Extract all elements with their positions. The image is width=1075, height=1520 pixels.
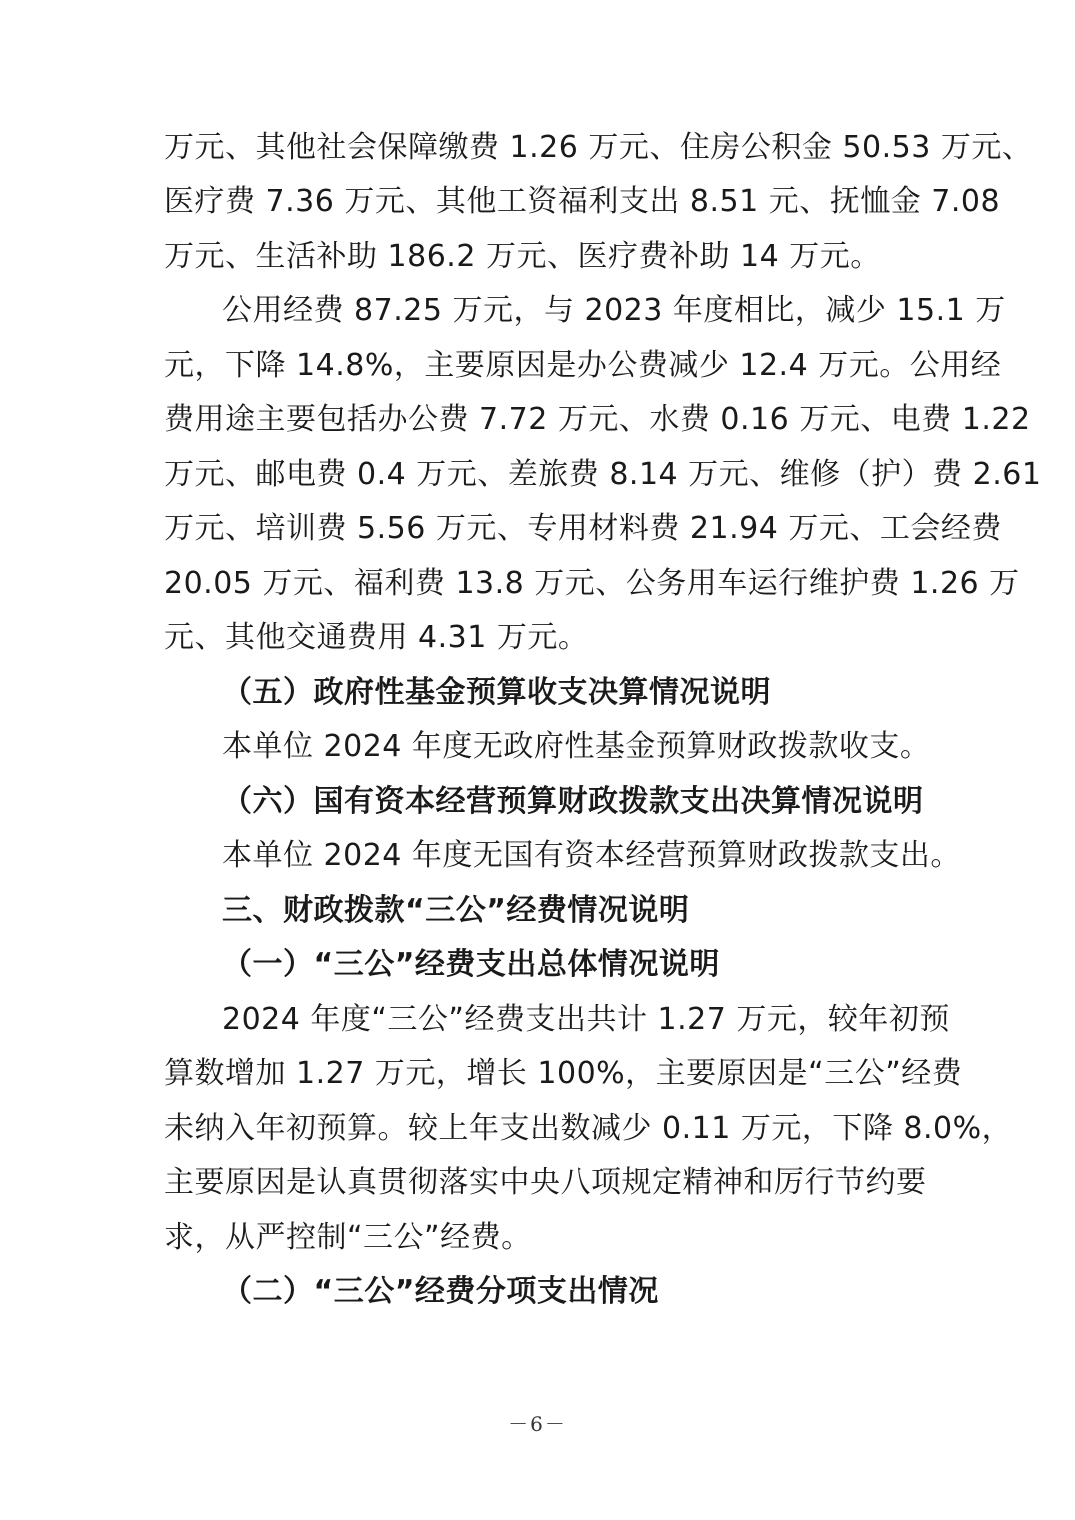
text-line-10: 元、其他交通费用 4.31 万元。 bbox=[164, 620, 589, 655]
text-line-4: 公用经费 87.25 万元，与 2023 年度相比，减少 15.1 万 bbox=[222, 293, 1006, 328]
text-line-6: 费用途主要包括办公费 7.72 万元、水费 0.16 万元、电费 1.22 bbox=[164, 402, 1031, 437]
text-line-2: 医疗费 7.36 万元、其他工资福利支出 8.51 元、抚恤金 7.08 bbox=[164, 184, 1001, 219]
text-line-7: 万元、邮电费 0.4 万元、差旅费 8.14 万元、维修（护）费 2.61 bbox=[164, 457, 1042, 492]
text-line-17: 2024 年度“三公”经费支出共计 1.27 万元，较年初预 bbox=[222, 1002, 950, 1037]
page-number: －6－ bbox=[508, 1412, 567, 1436]
chapter-heading-3: 三、财政拨款“三公”经费情况说明 bbox=[222, 893, 690, 928]
section-heading-2: （二）“三公”经费分项支出情况 bbox=[222, 1274, 659, 1309]
text-line-12: 本单位 2024 年度无政府性基金预算财政拨款收支。 bbox=[222, 729, 931, 764]
text-line-19: 未纳入年初预算。较上年支出数减少 0.11 万元，下降 8.0%， bbox=[164, 1111, 1013, 1146]
section-heading-1: （一）“三公”经费支出总体情况说明 bbox=[222, 947, 720, 982]
text-line-14: 本单位 2024 年度无国有资本经营预算财政拨款支出。 bbox=[222, 838, 961, 873]
text-line-5: 元，下降 14.8%，主要原因是办公费减少 12.4 万元。公用经 bbox=[164, 348, 1002, 383]
text-line-3: 万元、生活补助 186.2 万元、医疗费补助 14 万元。 bbox=[164, 239, 881, 274]
text-line-1: 万元、其他社会保障缴费 1.26 万元、住房公积金 50.53 万元、 bbox=[164, 130, 1033, 165]
section-heading-6: （六）国有资本经营预算财政拨款支出决算情况说明 bbox=[222, 784, 924, 819]
text-line-9: 20.05 万元、福利费 13.8 万元、公务用车运行维护费 1.26 万 bbox=[164, 566, 1020, 601]
text-line-18: 算数增加 1.27 万元，增长 100%，主要原因是“三公”经费 bbox=[164, 1056, 963, 1091]
text-line-21: 求，从严控制“三公”经费。 bbox=[164, 1220, 532, 1255]
text-line-20: 主要原因是认真贯彻落实中央八项规定精神和厉行节约要 bbox=[164, 1165, 927, 1200]
section-heading-5: （五）政府性基金预算收支决算情况说明 bbox=[222, 675, 771, 710]
text-line-8: 万元、培训费 5.56 万元、专用材料费 21.94 万元、工会经费 bbox=[164, 511, 1002, 546]
